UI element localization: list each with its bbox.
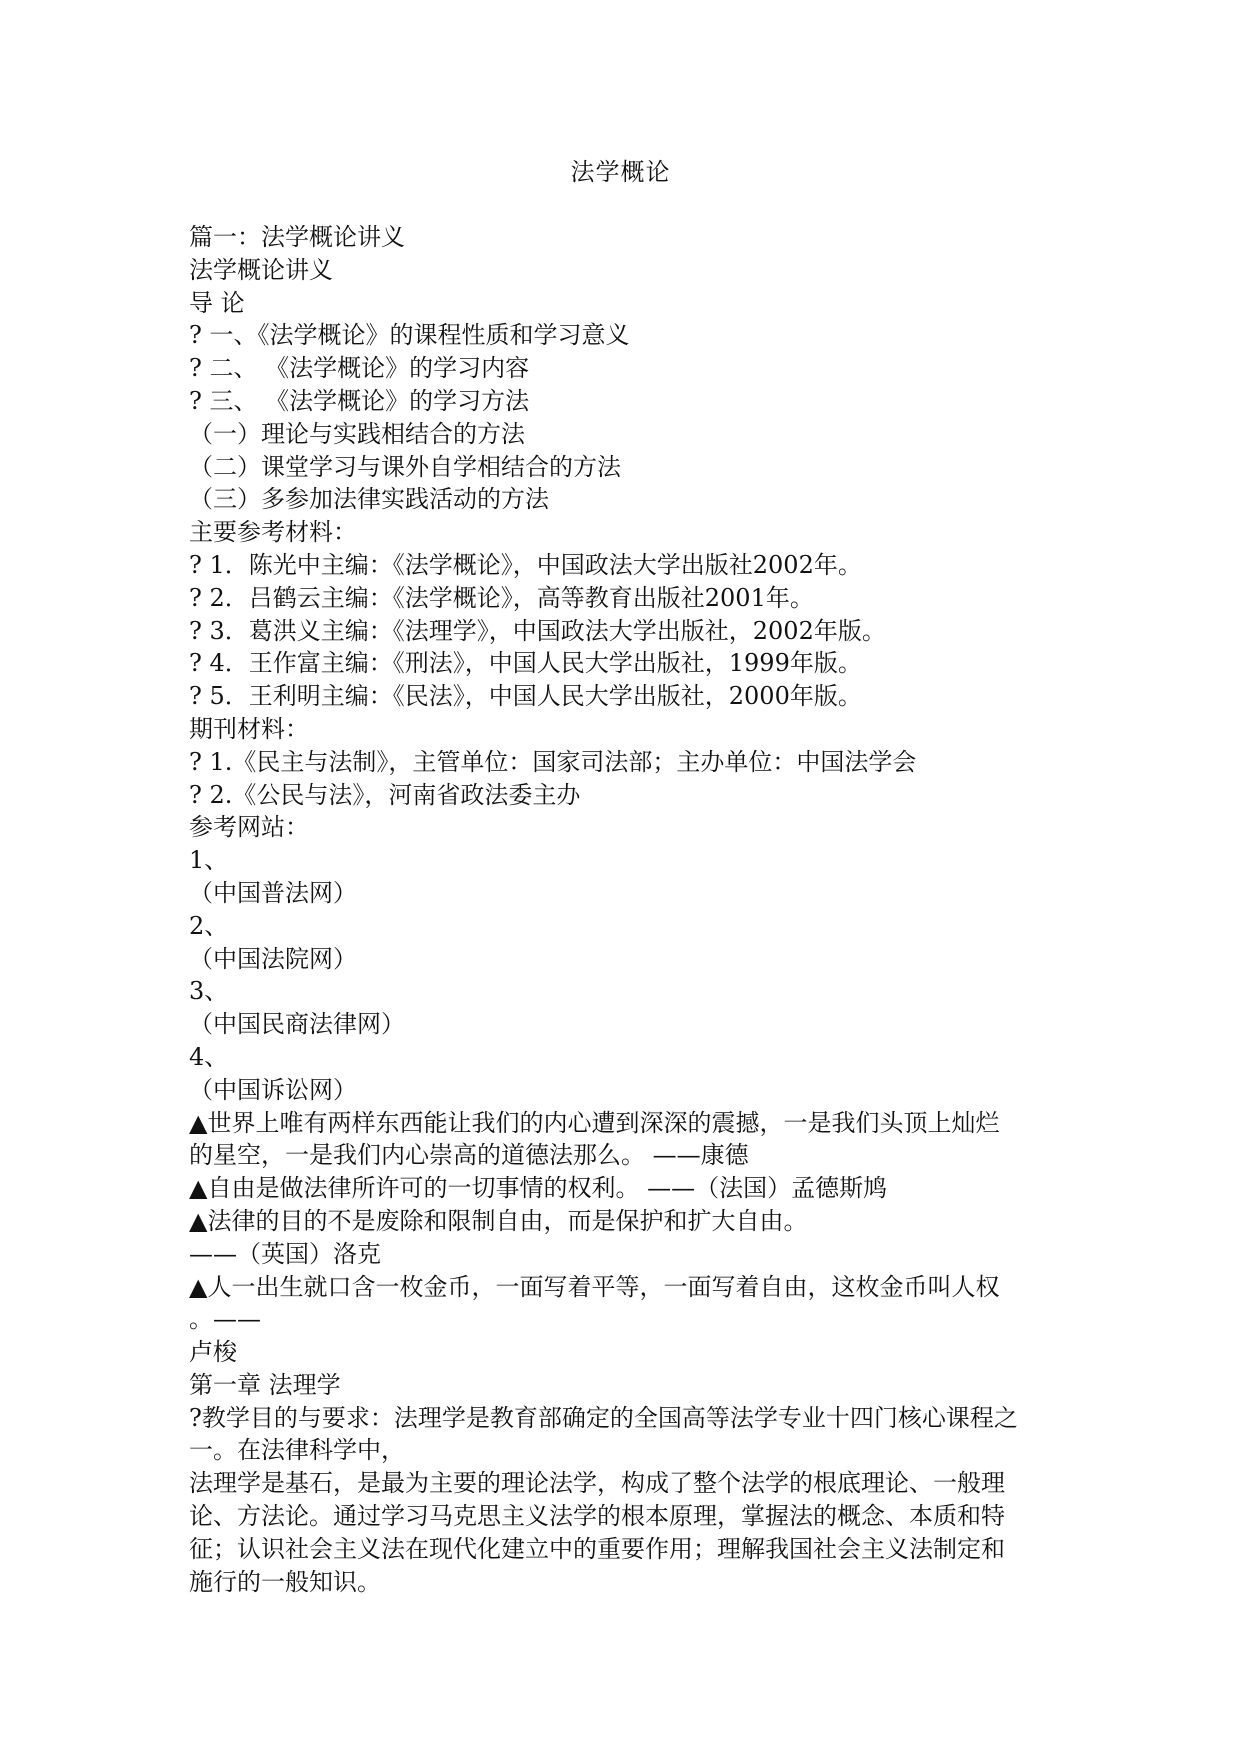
- text-line: ? 2．吕鹤云主编：《法学概论》，高等教育出版社2001年。: [189, 583, 814, 612]
- text-line: 法学概论讲义: [189, 255, 333, 284]
- text-line: ? 2.《公民与法》，河南省政法委主办: [189, 780, 581, 809]
- document-body: [189, 221, 1059, 1598]
- text-line: （中国诉讼网）: [189, 1075, 357, 1104]
- text-line: 施行的一般知识。: [189, 1567, 381, 1596]
- text-line: 主要参考材料：: [189, 518, 357, 547]
- text-line: 一。在法律科学中，: [189, 1436, 405, 1465]
- text-line: 第一章 法理学: [189, 1370, 341, 1399]
- text-line: （二）课堂学习与课外自学相结合的方法: [189, 452, 621, 481]
- text-line: （中国民商法律网）: [189, 1010, 405, 1039]
- text-line: 1、: [189, 846, 229, 875]
- text-line: 导 论: [189, 288, 245, 317]
- text-line: ? 二、 《法学概论》的学习内容: [189, 354, 530, 383]
- text-line: ? 4．王作富主编：《刑法》，中国人民大学出版社，1999年版。: [189, 649, 862, 678]
- text-line: ▲自由是做法律所许可的一切事情的权利。 ——（法国）孟德斯鸠: [189, 1174, 888, 1203]
- text-line: （三）多参加法律实践活动的方法: [189, 485, 549, 514]
- text-line: ? 5．王利明主编：《民法》，中国人民大学出版社，2000年版。: [189, 682, 862, 711]
- text-line: 征；认识社会主义法在现代化建立中的重要作用；理解我国社会主义法制定和: [189, 1534, 1005, 1563]
- text-line: ——（英国）洛克: [189, 1239, 381, 1268]
- text-line: ? 三、 《法学概论》的学习方法: [189, 386, 530, 415]
- text-line: （中国法院网）: [189, 944, 357, 973]
- text-line: ? 一、《法学概论》的课程性质和学习意义: [189, 321, 630, 350]
- text-line: 期刊材料：: [189, 714, 309, 743]
- text-line: ?教学目的与要求：法理学是教育部确定的全国高等法学专业十四门核心课程之: [189, 1403, 1018, 1432]
- text-line: 参考网站：: [189, 813, 309, 842]
- text-line: （一）理论与实践相结合的方法: [189, 419, 525, 448]
- text-line: ? 1.《民主与法制》，主管单位：国家司法部；主办单位：中国法学会: [189, 747, 917, 776]
- text-line: 。——: [189, 1305, 261, 1334]
- text-line: 的星空，一是我们内心崇高的道德法那么。 ——康德: [189, 1141, 749, 1170]
- text-line: 论、方法论。通过学习马克思主义法学的根本原理，掌握法的概念、本质和特: [189, 1502, 1005, 1531]
- text-line: ▲世界上唯有两样东西能让我们的内心遭到深深的震撼，一是我们头顶上灿烂: [189, 1108, 1000, 1137]
- text-line: ? 3．葛洪义主编：《法理学》，中国政法大学出版社，2002年版。: [189, 616, 886, 645]
- text-line: ▲人一出生就口含一枚金币，一面写着平等，一面写着自由，这枚金币叫人权: [189, 1272, 1000, 1301]
- text-line: 2、: [189, 911, 229, 940]
- text-line: 4、: [189, 1042, 229, 1071]
- text-line: （中国普法网）: [189, 878, 357, 907]
- text-line: 卢梭: [189, 1338, 237, 1367]
- text-line: ▲法律的目的不是废除和限制自由，而是保护和扩大自由。: [189, 1206, 808, 1235]
- text-line: 篇一：法学概论讲义: [189, 223, 405, 251]
- text-line: ? 1．陈光中主编：《法学概论》，中国政法大学出版社2002年。: [189, 550, 862, 579]
- text-line: 法理学是基石，是最为主要的理论法学，构成了整个法学的根底理论、一般理: [189, 1469, 1005, 1498]
- document-title: 法学概论: [570, 158, 671, 186]
- text-line: 3、: [189, 977, 229, 1006]
